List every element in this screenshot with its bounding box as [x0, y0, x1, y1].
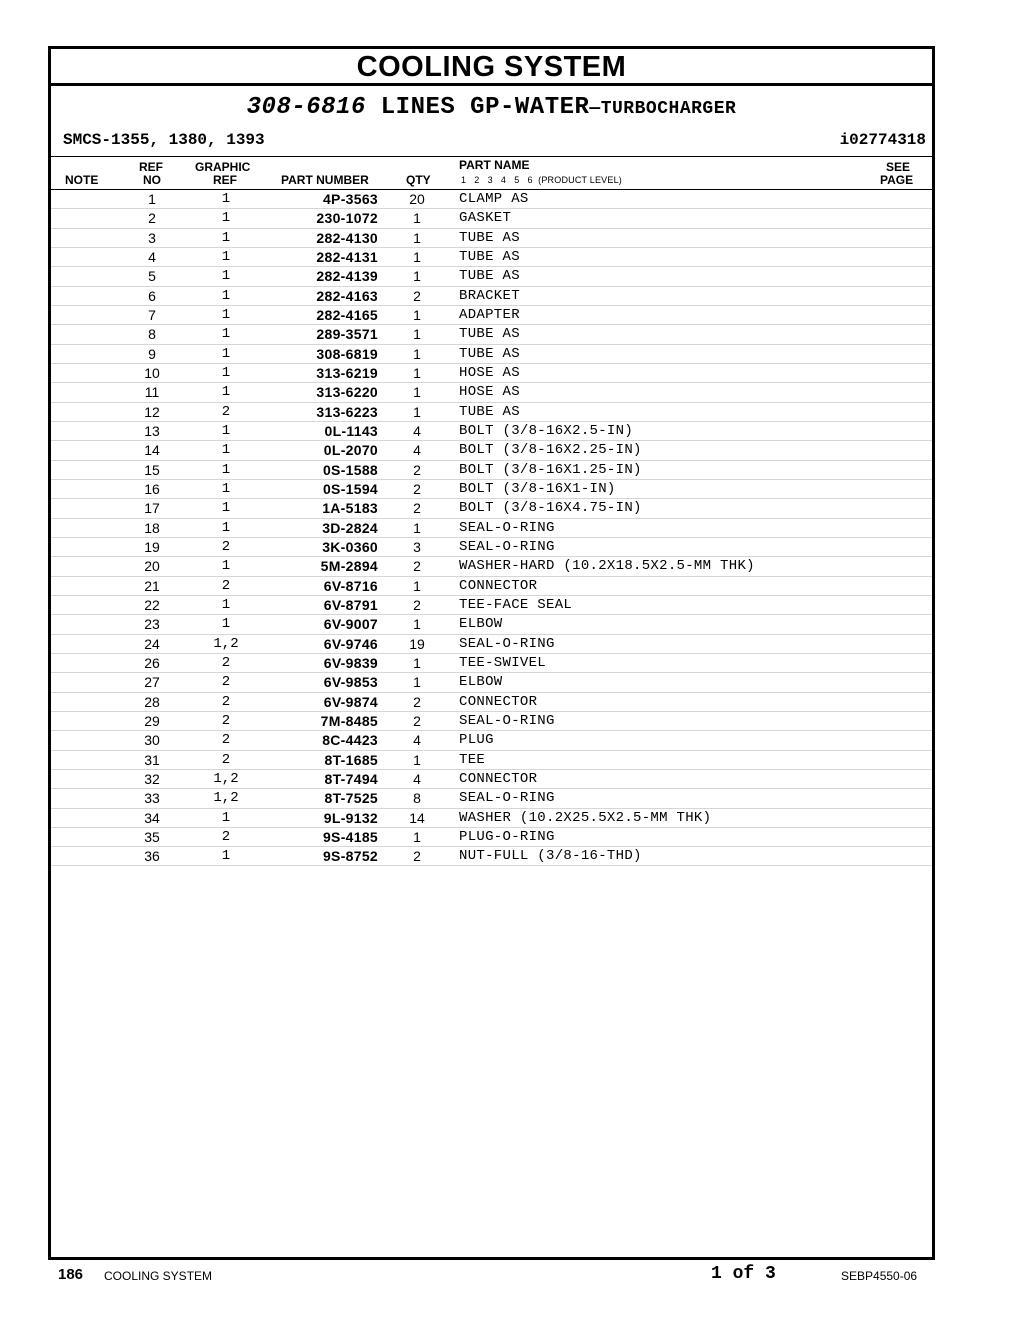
graphic-ref-cell: 1	[221, 519, 231, 536]
graphic-ref-cell: 1	[221, 345, 231, 362]
graphic-ref-cell: 2	[221, 751, 231, 768]
table-row	[51, 693, 932, 712]
col-note: NOTE	[65, 173, 99, 187]
graphic-ref-cell: 1,2	[213, 635, 239, 652]
table-row	[51, 364, 932, 383]
table-row	[51, 577, 932, 596]
ref-no-cell: 10	[144, 364, 160, 381]
part-name-cell: NUT-FULL (3/8-16-THD)	[459, 848, 642, 865]
ref-no-cell: 21	[144, 577, 160, 594]
page-footer	[0, 1264, 1020, 1294]
part-name-cell: TUBE AS	[459, 345, 520, 362]
qty-cell: 2	[413, 480, 421, 497]
table-row	[51, 596, 932, 615]
graphic-ref-cell: 2	[221, 712, 231, 729]
graphic-ref-cell: 1	[221, 596, 231, 613]
ref-no-cell: 15	[144, 461, 160, 478]
graphic-ref-cell: 1	[221, 848, 231, 865]
ref-no-cell: 33	[144, 790, 160, 807]
qty-cell: 19	[409, 635, 425, 652]
group-part-number: 308-6816	[246, 94, 366, 121]
part-number-cell: 8C-4423	[322, 732, 378, 749]
part-name-cell: TEE-SWIVEL	[459, 654, 547, 671]
col-graphic-bottom: REF	[213, 173, 237, 187]
graphic-ref-cell: 2	[221, 577, 231, 594]
part-name-cell: TUBE AS	[459, 403, 520, 420]
part-name-cell: CONNECTOR	[459, 577, 538, 594]
table-row	[51, 229, 932, 248]
col-see-bottom: PAGE	[880, 173, 914, 187]
col-ref-bottom: NO	[143, 173, 161, 187]
graphic-ref-cell: 1	[221, 306, 231, 323]
ref-no-cell: 2	[148, 210, 156, 227]
ref-no-cell: 14	[144, 442, 160, 459]
part-number-cell: 0S-1594	[322, 480, 378, 497]
part-number-cell: 6V-8716	[323, 577, 378, 594]
col-see-top: SEE	[886, 160, 911, 174]
graphic-ref-cell: 1	[221, 248, 231, 265]
qty-cell: 1	[413, 268, 421, 285]
part-number-cell: 8T-7494	[324, 770, 378, 787]
part-name-cell: TEE	[459, 751, 486, 768]
part-name-cell: HOSE AS	[459, 364, 520, 381]
part-name-cell: GASKET	[459, 210, 512, 227]
ref-no-cell: 9	[148, 345, 156, 362]
qty-cell: 1	[413, 616, 421, 633]
ref-no-cell: 32	[144, 770, 160, 787]
ref-no-cell: 4	[148, 248, 156, 265]
graphic-ref-cell: 2	[221, 693, 231, 710]
part-number-cell: 308-6819	[316, 345, 378, 362]
graphic-ref-cell: 1	[221, 500, 231, 517]
part-number-cell: 313-6220	[316, 384, 378, 401]
ref-no-cell: 34	[144, 809, 160, 826]
part-number-cell: 3D-2824	[322, 519, 378, 536]
graphic-ref-cell: 1	[221, 229, 231, 246]
ref-no-cell: 26	[144, 654, 160, 671]
qty-cell: 1	[413, 306, 421, 323]
part-name-cell: TUBE AS	[459, 326, 520, 343]
part-name-cell: CLAMP AS	[459, 191, 529, 207]
ref-no-cell: 1	[148, 191, 156, 207]
table-row	[51, 731, 932, 750]
graphic-ref-cell: 1	[221, 268, 231, 285]
table-row	[51, 499, 932, 518]
part-number-cell: 6V-9853	[323, 674, 378, 691]
part-number-cell: 282-4131	[316, 248, 378, 265]
ref-no-cell: 16	[144, 480, 160, 497]
qty-cell: 4	[413, 422, 421, 439]
part-name-cell: BRACKET	[459, 287, 520, 304]
part-name-cell: ADAPTER	[459, 306, 520, 323]
part-name-cell: ELBOW	[459, 616, 503, 633]
table-row	[51, 306, 932, 325]
graphic-ref-cell: 1,2	[213, 790, 239, 807]
part-number-cell: 9L-9132	[323, 809, 378, 826]
part-number-cell: 8T-1685	[324, 751, 378, 768]
part-number-cell: 6V-9007	[323, 616, 378, 633]
col-qty: QTY	[406, 173, 431, 187]
table-row	[51, 809, 932, 828]
group-name: LINES GP-WATER	[380, 94, 590, 121]
qty-cell: 1	[413, 248, 421, 265]
qty-cell: 2	[413, 461, 421, 478]
part-name-cell: CONNECTOR	[459, 693, 538, 710]
part-name-cell: PLUG	[459, 732, 494, 749]
graphic-ref-cell: 2	[221, 403, 231, 420]
part-number-cell: 9S-8752	[322, 848, 378, 865]
part-name-cell: BOLT (3/8-16X4.75-IN)	[459, 500, 642, 517]
graphic-ref-cell: 1	[221, 191, 231, 207]
qty-cell: 1	[413, 674, 421, 691]
part-name-cell: HOSE AS	[459, 384, 520, 401]
graphic-ref-cell: 1,2	[213, 770, 239, 787]
table-row	[51, 538, 932, 557]
table-row	[51, 403, 932, 422]
graphic-ref-cell: 1	[221, 558, 231, 575]
part-name-cell: TEE-FACE SEAL	[459, 596, 573, 613]
qty-cell: 4	[413, 442, 421, 459]
qty-cell: 1	[413, 403, 421, 420]
table-row	[51, 441, 932, 460]
part-number-cell: 1A-5183	[322, 500, 378, 517]
qty-cell: 1	[413, 364, 421, 381]
group-title	[51, 94, 932, 121]
part-name-cell: WASHER-HARD (10.2X18.5X2.5-MM THK)	[459, 558, 755, 575]
table-row	[51, 209, 932, 228]
part-name-cell: SEAL-O-RING	[459, 635, 555, 652]
part-number-cell: 282-4139	[316, 268, 378, 285]
part-name-cell: BOLT (3/8-16X2.5-IN)	[459, 422, 634, 439]
qty-cell: 1	[413, 345, 421, 362]
ref-no-cell: 22	[144, 596, 160, 613]
part-number-cell: 8T-7525	[324, 790, 378, 807]
table-row	[51, 248, 932, 267]
qty-cell: 2	[413, 848, 421, 865]
col-part-number: PART NUMBER	[281, 173, 369, 187]
graphic-ref-cell: 1	[221, 326, 231, 343]
part-number-cell: 6V-8791	[323, 596, 378, 613]
part-number-cell: 313-6219	[316, 364, 378, 381]
table-row	[51, 615, 932, 634]
qty-cell: 1	[413, 654, 421, 671]
ref-no-cell: 19	[144, 538, 160, 555]
ref-no-cell: 31	[144, 751, 160, 768]
ref-no-cell: 24	[144, 635, 160, 652]
part-name-cell: TUBE AS	[459, 248, 520, 265]
col-part-name: PART NAME	[459, 158, 530, 172]
part-name-cell: SEAL-O-RING	[459, 519, 555, 536]
qty-cell: 1	[413, 326, 421, 343]
group-header	[51, 86, 932, 157]
part-number-cell: 5M-2894	[320, 558, 378, 575]
qty-cell: 1	[413, 210, 421, 227]
qty-cell: 2	[413, 596, 421, 613]
col-ref-top: REF	[139, 160, 163, 174]
parts-table	[51, 190, 932, 866]
table-row	[51, 751, 932, 770]
part-name-cell: SEAL-O-RING	[459, 712, 555, 729]
table-row	[51, 461, 932, 480]
part-name-cell: BOLT (3/8-16X1-IN)	[459, 480, 616, 497]
qty-cell: 4	[413, 732, 421, 749]
table-row	[51, 557, 932, 576]
group-suffix: —TURBOCHARGER	[589, 99, 737, 119]
table-row	[51, 345, 932, 364]
illustration-id: i02774318	[839, 131, 926, 149]
ref-no-cell: 23	[144, 616, 160, 633]
part-number-cell: 313-6223	[316, 403, 378, 420]
table-row	[51, 673, 932, 692]
ref-no-cell: 13	[144, 422, 160, 439]
graphic-ref-cell: 2	[221, 828, 231, 845]
table-row	[51, 267, 932, 286]
qty-cell: 2	[413, 287, 421, 304]
ref-no-cell: 3	[148, 229, 156, 246]
table-row	[51, 789, 932, 808]
part-name-cell: ELBOW	[459, 674, 503, 691]
graphic-ref-cell: 1	[221, 461, 231, 478]
graphic-ref-cell: 2	[221, 674, 231, 691]
part-number-cell: 282-4165	[316, 306, 378, 323]
ref-no-cell: 11	[144, 384, 160, 401]
part-number-cell: 4P-3563	[322, 191, 378, 207]
part-number-cell: 6V-9839	[323, 654, 378, 671]
qty-cell: 1	[413, 828, 421, 845]
qty-cell: 2	[413, 558, 421, 575]
smcs-codes: SMCS-1355, 1380, 1393	[63, 131, 265, 149]
ref-no-cell: 27	[144, 674, 160, 691]
table-row	[51, 480, 932, 499]
qty-cell: 1	[413, 577, 421, 594]
ref-no-cell: 7	[148, 306, 156, 323]
table-row	[51, 325, 932, 344]
qty-cell: 4	[413, 770, 421, 787]
graphic-ref-cell: 1	[221, 480, 231, 497]
table-row	[51, 287, 932, 306]
graphic-ref-cell: 1	[221, 364, 231, 381]
table-row	[51, 828, 932, 847]
ref-no-cell: 17	[144, 500, 160, 517]
table-row	[51, 654, 932, 673]
graphic-ref-cell: 1	[221, 384, 231, 401]
graphic-ref-cell: 2	[221, 732, 231, 749]
part-number-cell: 282-4163	[316, 287, 378, 304]
ref-no-cell: 6	[148, 287, 156, 304]
part-name-cell: CONNECTOR	[459, 770, 538, 787]
qty-cell: 14	[409, 809, 425, 826]
table-row	[51, 712, 932, 731]
graphic-ref-cell: 2	[221, 654, 231, 671]
ref-no-cell: 8	[148, 326, 156, 343]
qty-cell: 1	[413, 229, 421, 246]
part-number-cell: 0L-1143	[324, 422, 378, 439]
part-name-cell: BOLT (3/8-16X2.25-IN)	[459, 442, 642, 459]
part-name-cell: SEAL-O-RING	[459, 790, 555, 807]
footer-section: COOLING SYSTEM	[104, 1269, 213, 1283]
qty-cell: 2	[413, 693, 421, 710]
ref-no-cell: 20	[144, 558, 160, 575]
table-row	[51, 847, 932, 866]
table-row	[51, 190, 932, 209]
graphic-ref-cell: 1	[221, 809, 231, 826]
table-row	[51, 422, 932, 441]
part-number-cell: 9S-4185	[322, 828, 378, 845]
ref-no-cell: 28	[144, 693, 160, 710]
graphic-ref-cell: 1	[221, 616, 231, 633]
ref-no-cell: 29	[144, 712, 160, 729]
footer-document-id: SEBP4550-06	[841, 1269, 918, 1283]
qty-cell: 3	[413, 538, 421, 555]
column-header	[51, 157, 932, 190]
part-number-cell: 6V-9746	[323, 635, 378, 652]
part-number-cell: 289-3571	[316, 326, 378, 343]
part-name-cell: PLUG-O-RING	[459, 828, 555, 845]
part-name-cell: TUBE AS	[459, 268, 520, 285]
qty-cell: 1	[413, 751, 421, 768]
graphic-ref-cell: 2	[221, 538, 231, 555]
qty-cell: 2	[413, 500, 421, 517]
graphic-ref-cell: 1	[221, 210, 231, 227]
graphic-ref-cell: 1	[221, 287, 231, 304]
part-number-cell: 0L-2070	[323, 442, 378, 459]
part-number-cell: 6V-9874	[323, 693, 378, 710]
part-number-cell: 230-1072	[316, 210, 378, 227]
table-row	[51, 519, 932, 538]
part-number-cell: 3K-0360	[322, 538, 378, 555]
part-name-cell: WASHER (10.2X25.5X2.5-MM THK)	[459, 809, 712, 826]
table-row	[51, 635, 932, 654]
part-name-cell: SEAL-O-RING	[459, 538, 555, 555]
col-product-levels: 1 2 3 4 5 6 (PRODUCT LEVEL)	[461, 175, 622, 185]
ref-no-cell: 18	[144, 519, 160, 536]
part-name-cell: BOLT (3/8-16X1.25-IN)	[459, 461, 642, 478]
qty-cell: 1	[413, 519, 421, 536]
ref-no-cell: 5	[148, 268, 156, 285]
col-graphic-top: GRAPHIC	[195, 160, 251, 174]
qty-cell: 2	[413, 712, 421, 729]
ref-no-cell: 30	[144, 732, 160, 749]
graphic-ref-cell: 1	[221, 442, 231, 459]
part-name-cell: TUBE AS	[459, 229, 520, 246]
part-number-cell: 0S-1588	[322, 461, 378, 478]
parts-list-frame	[48, 46, 935, 1260]
table-row	[51, 770, 932, 789]
qty-cell: 20	[409, 191, 425, 207]
part-number-cell: 7M-8485	[320, 712, 378, 729]
part-number-cell: 282-4130	[316, 229, 378, 246]
section-title: COOLING SYSTEM	[51, 49, 932, 86]
qty-cell: 1	[413, 384, 421, 401]
ref-no-cell: 36	[144, 848, 160, 865]
graphic-ref-cell: 1	[221, 422, 231, 439]
footer-page-number: 186	[58, 1266, 84, 1283]
ref-no-cell: 12	[144, 403, 160, 420]
footer-page-of: 1 of 3	[711, 1264, 776, 1284]
ref-no-cell: 35	[144, 828, 160, 845]
table-row	[51, 383, 932, 402]
qty-cell: 8	[413, 790, 421, 807]
